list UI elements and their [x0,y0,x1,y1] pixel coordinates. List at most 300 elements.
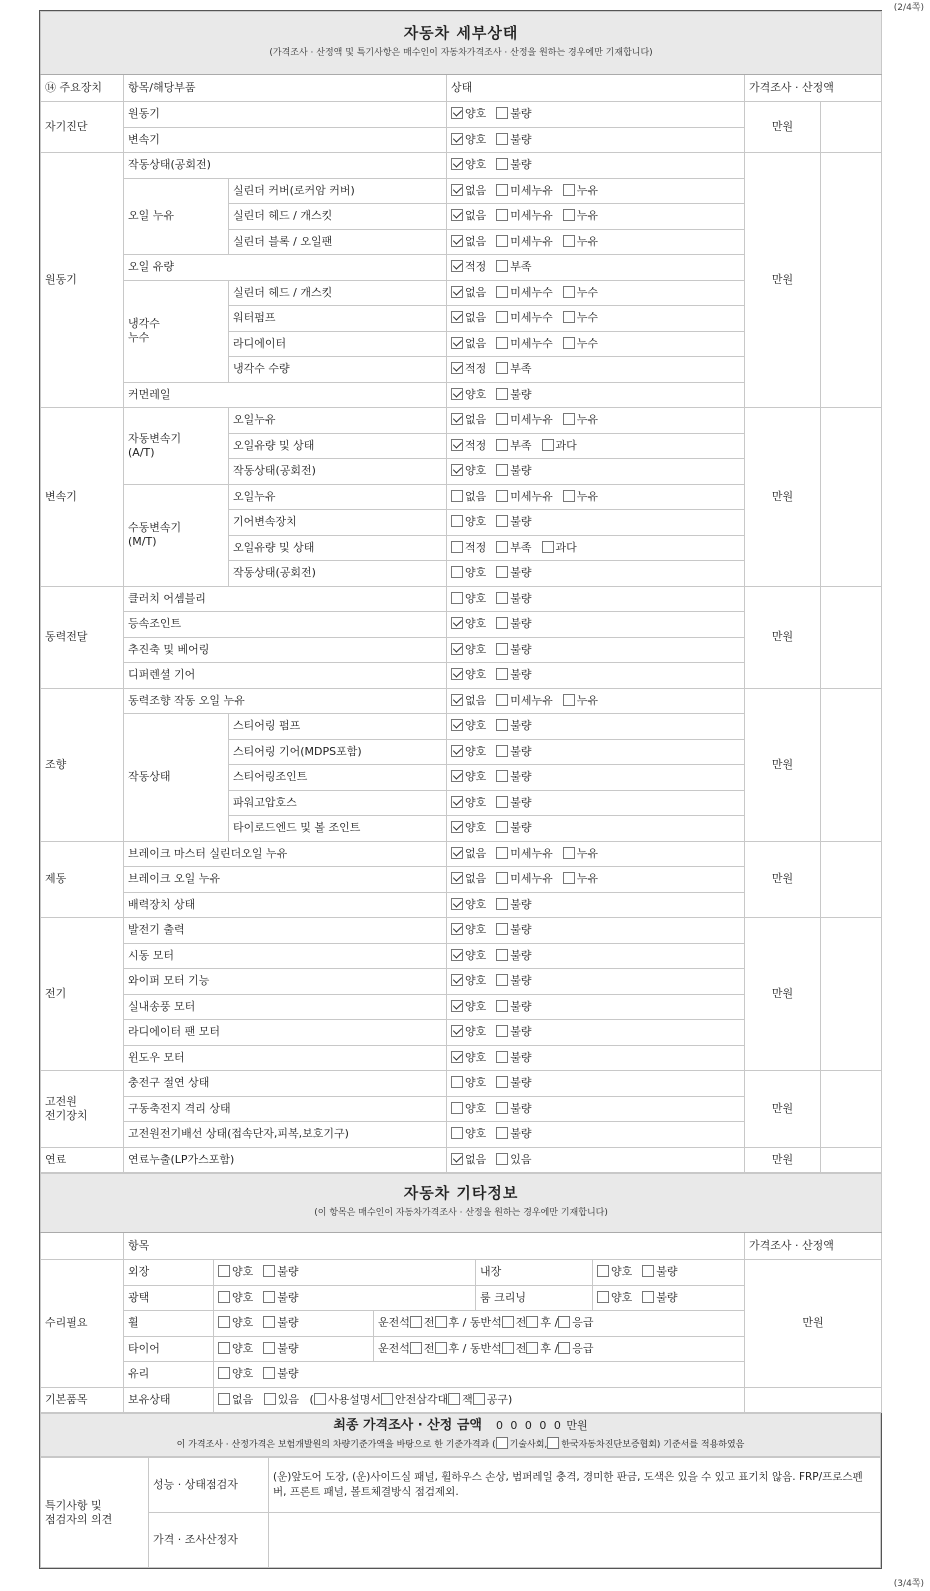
status-option[interactable] [642,1265,677,1279]
checked-checkbox[interactable] [451,1025,463,1037]
status-cell [447,510,745,536]
status-cell [447,102,745,128]
status-option[interactable] [451,133,486,147]
checked-checkbox[interactable] [451,107,463,119]
status-option[interactable] [451,1000,486,1014]
status-option[interactable] [496,974,531,988]
option-label: 불량 [510,515,532,529]
status-option[interactable] [496,770,531,784]
head-device: ⑭ 주요장치 [41,75,124,102]
checkbox[interactable] [496,694,508,706]
checked-checkbox[interactable] [451,974,463,986]
checkbox[interactable] [218,1265,230,1277]
status-option[interactable] [496,490,553,504]
status-option[interactable] [496,566,531,580]
status-option[interactable] [451,923,486,937]
status-option[interactable] [496,235,553,249]
status-option[interactable] [451,337,486,351]
checkbox[interactable] [451,541,463,553]
checkbox[interactable] [218,1342,230,1354]
status-option[interactable] [563,413,598,427]
checkbox[interactable] [502,1316,514,1328]
option-label: 불량 [277,1290,299,1304]
checkbox[interactable] [496,847,508,859]
checkbox[interactable] [263,1265,275,1277]
status-option[interactable] [563,184,598,198]
checkbox[interactable] [496,923,508,935]
checkbox[interactable] [563,872,575,884]
status-option[interactable] [451,617,486,631]
checkbox[interactable] [496,796,508,808]
status-option[interactable] [451,1051,486,1065]
checkbox[interactable] [496,133,508,145]
status-cell [447,765,745,791]
status-option[interactable] [496,260,531,274]
status-option[interactable] [451,464,486,478]
status-option[interactable] [563,847,598,861]
status-option[interactable] [563,872,598,886]
checkbox[interactable] [473,1393,485,1405]
checked-checkbox[interactable] [451,694,463,706]
checkbox[interactable] [263,1342,275,1354]
checkbox[interactable] [435,1316,447,1328]
status-option[interactable] [496,133,531,147]
checked-checkbox[interactable] [451,668,463,680]
status-option[interactable] [496,923,531,937]
checkbox[interactable] [451,1102,463,1114]
checkbox[interactable] [218,1367,230,1379]
status-option[interactable] [451,745,486,759]
status-option[interactable] [642,1291,677,1305]
checkbox[interactable] [451,566,463,578]
checkbox[interactable] [381,1393,393,1405]
checked-checkbox[interactable] [451,821,463,833]
sub-item-name: 타이로드엔드 및 볼 조인트 [229,816,447,842]
status-option[interactable] [451,770,486,784]
checkbox[interactable] [496,286,508,298]
slash: / [554,1341,559,1355]
status-option[interactable] [451,209,486,223]
status-option[interactable] [496,821,531,835]
checkbox[interactable] [563,413,575,425]
status-option[interactable] [563,235,598,249]
status-option[interactable] [218,1342,253,1356]
checkbox[interactable] [496,311,508,323]
checked-checkbox[interactable] [451,158,463,170]
status-option[interactable] [496,1153,531,1167]
price-value[interactable] [821,102,882,153]
checkbox[interactable] [563,311,575,323]
checkbox[interactable] [542,541,554,553]
status-option[interactable] [542,541,577,555]
spare-text: 응급 [572,1316,594,1330]
status-option[interactable] [496,413,553,427]
checkbox[interactable] [547,1437,559,1449]
checked-checkbox[interactable] [451,362,463,374]
option-label: 없음 [465,234,487,248]
checked-checkbox[interactable] [451,439,463,451]
status-option[interactable] [451,158,486,172]
checkbox[interactable] [496,1076,508,1088]
option-label: 양호 [465,974,487,988]
checkbox[interactable] [496,949,508,961]
price-value[interactable] [821,688,882,841]
checkbox[interactable] [451,490,463,502]
status-option[interactable] [451,898,486,912]
status-option[interactable] [496,515,531,529]
status-option[interactable] [451,796,486,810]
other-head-item: 항목 [124,1233,745,1260]
status-option[interactable] [563,694,598,708]
checkbox[interactable] [496,872,508,884]
price-value[interactable] [821,408,882,587]
checked-checkbox[interactable] [451,311,463,323]
checkbox[interactable] [496,515,508,527]
tire-label: 타이어 [124,1336,214,1362]
checkbox[interactable] [496,745,508,757]
status-option[interactable] [496,1127,531,1141]
checked-checkbox[interactable] [451,745,463,757]
checked-checkbox[interactable] [451,770,463,782]
checked-checkbox[interactable] [451,796,463,808]
status-option[interactable] [496,949,531,963]
price-unit: 만원 [745,153,821,408]
status-cell [447,841,745,867]
checkbox[interactable] [496,1437,508,1449]
status-option[interactable] [451,362,486,376]
status-option[interactable] [496,1000,531,1014]
checked-checkbox[interactable] [451,719,463,731]
status-option[interactable] [496,439,531,453]
checked-checkbox[interactable] [451,847,463,859]
checkbox[interactable] [218,1291,230,1303]
checkbox[interactable] [496,439,508,451]
status-option[interactable] [563,209,598,223]
sub-item-name: 스티어링조인트 [229,765,447,791]
option-label: 양호 [465,948,487,962]
option-label: 누수 [576,336,599,350]
status-option[interactable] [451,413,486,427]
section-name: 전기 [41,918,124,1071]
checkbox[interactable] [496,362,508,374]
status-option[interactable] [451,388,486,402]
checkbox[interactable] [451,515,463,527]
option-label: 없음 [465,413,487,427]
status-option[interactable] [451,1076,486,1090]
checkbox[interactable] [496,643,508,655]
checked-checkbox[interactable] [451,286,463,298]
checked-checkbox[interactable] [451,643,463,655]
checkbox[interactable] [451,592,463,604]
checkbox[interactable] [558,1316,570,1328]
checkbox[interactable] [496,1127,508,1139]
checkbox[interactable] [410,1342,422,1354]
status-option[interactable] [496,311,553,325]
status-option[interactable] [451,260,486,274]
checkbox[interactable] [496,337,508,349]
status-option[interactable] [496,719,531,733]
paren-close: ) [508,1392,513,1406]
status-option[interactable] [496,337,553,351]
checkbox[interactable] [448,1393,460,1405]
option-label: 양호 [465,387,487,401]
detail-subtitle: (가격조사 · 산정액 및 특기사항은 매수인이 자동차가격조사 · 산정을 원하는 경우에만 기재합니다) [269,48,653,58]
status-option[interactable] [451,847,486,861]
status-option[interactable] [451,592,486,606]
status-option[interactable] [496,286,553,300]
status-option[interactable] [496,388,531,402]
checkbox[interactable] [496,184,508,196]
checkbox[interactable] [563,847,575,859]
checkbox[interactable] [496,235,508,247]
checkbox[interactable] [563,490,575,502]
table-row [41,153,882,179]
status-option[interactable] [496,107,531,121]
checkbox[interactable] [496,464,508,476]
checkbox[interactable] [496,541,508,553]
status-option[interactable] [451,974,486,988]
status-option[interactable] [263,1367,298,1381]
option-label: 없음 [465,336,487,350]
none-text: 없음 [232,1392,254,1406]
status-option[interactable] [496,796,531,810]
status-option[interactable] [563,337,598,351]
checkbox[interactable] [435,1342,447,1354]
option-label: 양호 [232,1265,254,1279]
checkbox[interactable] [597,1291,609,1303]
perf-inspector-label: 성능 · 상태점검자 [149,1458,269,1513]
status-option[interactable] [496,1102,531,1116]
checkbox[interactable] [496,1025,508,1037]
price-value[interactable] [821,1147,882,1173]
checkbox[interactable] [542,439,554,451]
checkbox[interactable] [563,184,575,196]
status-option[interactable] [451,668,486,682]
section-name: 조향 [41,688,124,841]
status-option[interactable] [263,1265,298,1279]
status-cell [447,1096,745,1122]
checked-checkbox[interactable] [451,617,463,629]
checkbox[interactable] [264,1393,276,1405]
status-option[interactable] [496,362,531,376]
option-label: 불량 [656,1265,678,1279]
checkbox[interactable] [558,1342,570,1354]
status-option[interactable] [496,694,553,708]
checkbox[interactable] [218,1316,230,1328]
checked-checkbox[interactable] [451,337,463,349]
checked-checkbox[interactable] [451,1000,463,1012]
option-label: 불량 [510,999,532,1013]
status-option[interactable] [496,464,531,478]
price-value[interactable] [821,1071,882,1148]
checkbox[interactable] [496,107,508,119]
option-label: 미세누유 [510,413,553,427]
status-option[interactable] [496,898,531,912]
status-option[interactable] [218,1367,253,1381]
checkbox[interactable] [642,1265,654,1277]
status-option[interactable] [263,1291,298,1305]
status-option[interactable] [563,286,598,300]
status-option[interactable] [451,107,486,121]
option-label: 미세누유 [510,234,553,248]
status-option[interactable] [451,949,486,963]
passenger-seat-text: 동반석 [469,1316,502,1330]
checkbox[interactable] [496,1153,508,1165]
status-option[interactable] [451,1102,486,1116]
checkbox[interactable] [451,1076,463,1088]
status-option[interactable] [263,1316,298,1330]
status-option[interactable] [451,566,486,580]
status-option[interactable] [496,617,531,631]
status-option[interactable] [496,209,553,223]
checked-checkbox[interactable] [451,184,463,196]
checkbox[interactable] [314,1393,326,1405]
option-label: 불량 [510,1101,532,1115]
checked-checkbox[interactable] [451,260,463,272]
status-option[interactable] [451,719,486,733]
status-option[interactable] [451,515,486,529]
checkbox[interactable] [496,974,508,986]
option-label: 불량 [510,566,532,580]
checked-checkbox[interactable] [451,949,463,961]
checkbox[interactable] [496,668,508,680]
checkbox[interactable] [563,694,575,706]
checkbox[interactable] [526,1342,538,1354]
section-name: 고전원 전기장치 [41,1071,124,1148]
status-option[interactable] [496,1051,531,1065]
checked-checkbox[interactable] [451,388,463,400]
front-text: 전 [515,1316,527,1330]
status-option[interactable] [496,1025,531,1039]
option-label: 없음 [465,1152,487,1166]
status-option[interactable] [451,286,486,300]
status-option[interactable] [218,1291,253,1305]
checkbox[interactable] [597,1265,609,1277]
status-option[interactable] [451,1127,486,1141]
checkbox[interactable] [263,1291,275,1303]
checkbox[interactable] [502,1342,514,1354]
status-option[interactable] [451,439,486,453]
status-option[interactable] [218,1265,253,1279]
status-option[interactable] [451,235,486,249]
option-label: 적정 [465,260,487,274]
status-option[interactable] [496,184,553,198]
status-option[interactable] [563,311,598,325]
checkbox[interactable] [410,1316,422,1328]
price-value[interactable] [821,153,882,408]
option-label: 불량 [510,642,532,656]
price-value[interactable] [821,586,882,688]
status-option[interactable] [218,1316,253,1330]
status-option[interactable] [451,643,486,657]
checkbox[interactable] [263,1316,275,1328]
status-option[interactable] [451,184,486,198]
status-option[interactable] [496,592,531,606]
item-name: 추진축 및 베어링 [124,637,447,663]
glass-label: 유리 [124,1362,214,1388]
status-option[interactable] [451,541,486,555]
checkbox[interactable] [496,158,508,170]
status-option[interactable] [451,1153,486,1167]
checkbox[interactable] [496,1000,508,1012]
item-name: 윈도우 모터 [124,1045,447,1071]
checkbox[interactable] [496,821,508,833]
checkbox[interactable] [263,1367,275,1379]
checked-checkbox[interactable] [451,1153,463,1165]
option-label: 없음 [465,872,487,886]
status-option[interactable] [597,1291,632,1305]
price-value[interactable] [821,918,882,1071]
checkbox[interactable] [496,1102,508,1114]
status-option[interactable] [496,872,553,886]
status-option[interactable] [496,668,531,682]
item-name: 실내송풍 모터 [124,994,447,1020]
checkbox[interactable] [496,260,508,272]
checkbox[interactable] [496,209,508,221]
status-option[interactable] [263,1342,298,1356]
status-option[interactable] [496,158,531,172]
checked-checkbox[interactable] [451,209,463,221]
checkbox[interactable] [496,719,508,731]
option-label: 없음 [465,489,487,503]
checked-checkbox[interactable] [451,235,463,247]
status-option[interactable] [451,490,486,504]
status-option[interactable] [451,694,486,708]
checkbox[interactable] [526,1316,538,1328]
status-option[interactable] [496,541,531,555]
status-option[interactable] [451,872,486,886]
status-option[interactable] [496,847,553,861]
status-option[interactable] [542,439,577,453]
checkbox[interactable] [496,617,508,629]
checkbox[interactable] [496,490,508,502]
detail-status-table [40,11,882,1173]
checkbox[interactable] [642,1291,654,1303]
checkbox[interactable] [563,209,575,221]
status-option[interactable] [496,643,531,657]
checkbox[interactable] [218,1393,230,1405]
status-option[interactable] [451,1025,486,1039]
checkbox[interactable] [496,566,508,578]
price-value[interactable] [821,841,882,918]
checkbox[interactable] [496,413,508,425]
checkbox[interactable] [563,235,575,247]
checked-checkbox[interactable] [451,133,463,145]
checkbox[interactable] [563,337,575,349]
checkbox[interactable] [496,770,508,782]
status-option[interactable] [597,1265,632,1279]
checked-checkbox[interactable] [451,898,463,910]
checked-checkbox[interactable] [451,872,463,884]
checkbox[interactable] [496,592,508,604]
checkbox[interactable] [451,1127,463,1139]
sub-item-name: 실린더 커버(로커암 커버) [229,178,447,204]
final-amount-value: 0 0 0 0 0 [495,1418,563,1432]
checked-checkbox[interactable] [451,413,463,425]
status-option[interactable] [496,745,531,759]
checked-checkbox[interactable] [451,923,463,935]
checkbox[interactable] [563,286,575,298]
status-option[interactable] [451,821,486,835]
checkbox[interactable] [496,1051,508,1063]
checkbox[interactable] [496,388,508,400]
status-option[interactable] [451,311,486,325]
checkbox[interactable] [496,898,508,910]
checked-checkbox[interactable] [451,1051,463,1063]
checked-checkbox[interactable] [451,464,463,476]
status-option[interactable] [563,490,598,504]
status-option[interactable] [496,1076,531,1090]
